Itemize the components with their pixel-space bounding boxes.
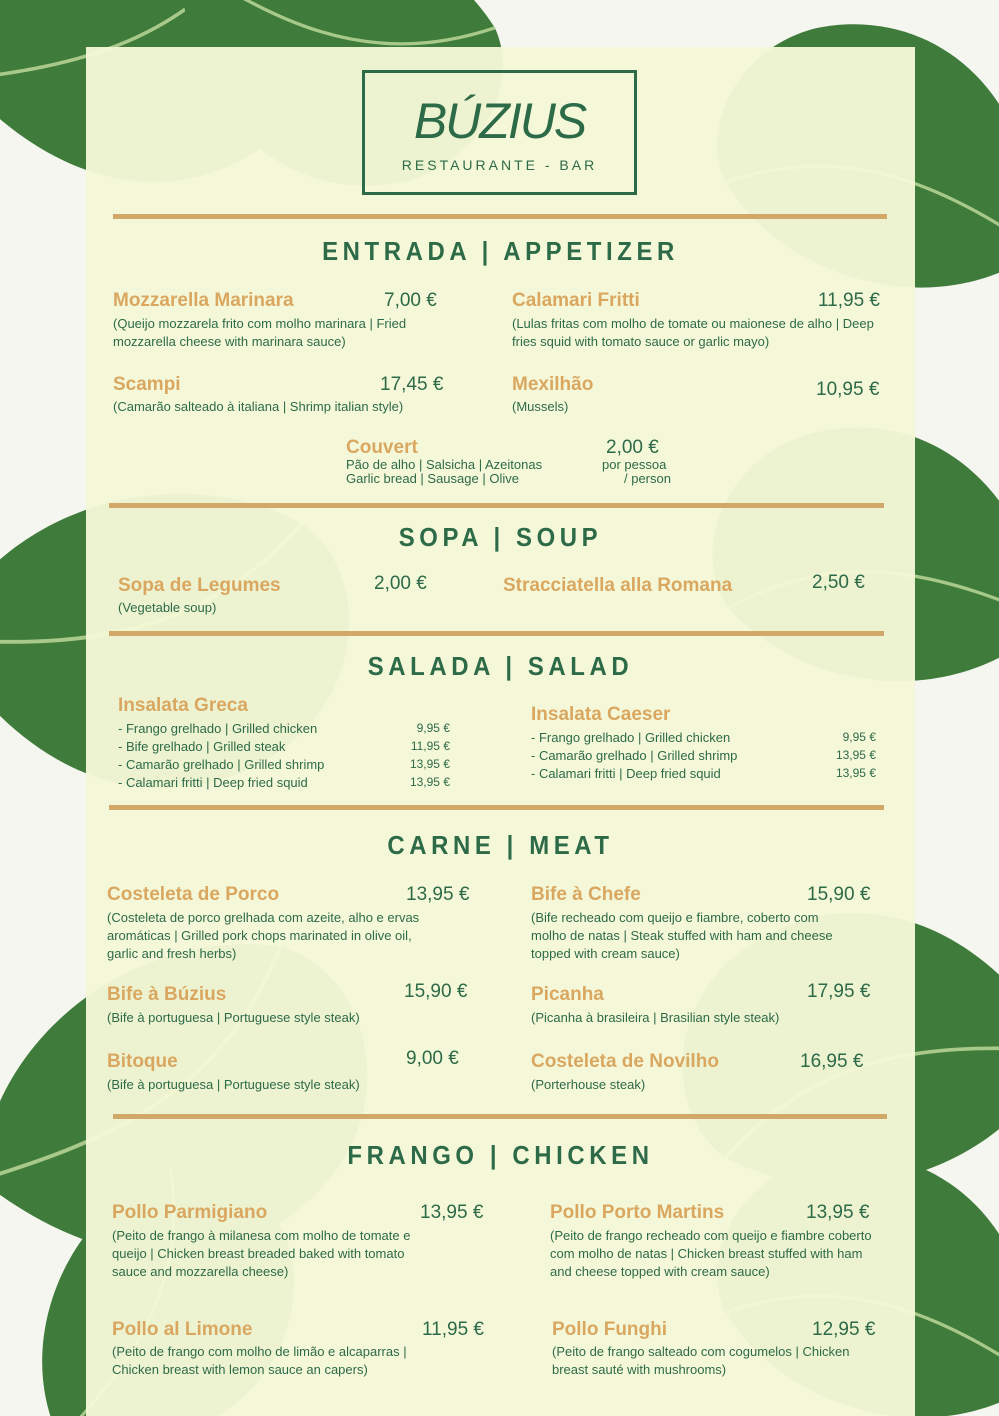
item-description: (Lulas fritas com molho de tomate ou maionese de alho | Deep fries squid with tomato sauce or garlic mayo) [512, 316, 874, 349]
item-description: (Peito de frango à milanesa com molho de tomate e queijo | Chicken breast breaded baked with tomato sauce and mozzarella cheese) [112, 1228, 411, 1279]
item-price: 17,95 € [807, 981, 871, 1002]
item-description: (Peito de frango com molho de limão e alcaparras | Chicken breast with lemon sauce an capers) [112, 1344, 407, 1377]
salad-option: - Camarão grelhado | Grilled shrimp [531, 748, 738, 763]
salad-option-price: 9,95 € [416, 721, 450, 735]
salad-option-price: 13,95 € [835, 766, 876, 780]
item-description: (Camarão salteado à italiana | Shrimp italian style) [113, 399, 404, 414]
logo [362, 70, 637, 195]
item-description: (Bife recheado com queijo e fiambre, coberto com molho de natas | Steak stuffed with ham and cheese topped with cream sauce) [531, 910, 833, 961]
item-price: 13,95 € [806, 1202, 870, 1223]
salad-option-price: 13,95 € [409, 775, 450, 789]
section-title-meat: CARNE | MEAT [387, 830, 614, 860]
item-price: 13,95 € [420, 1202, 484, 1223]
item-name: Bitoque [107, 1051, 178, 1072]
item-description: (Costeleta de porco grelhada com azeite, alho e ervas aromáticas | Grilled pork chops marinated in olive oil, garlic and fresh herbs) [107, 910, 420, 961]
item-price: 7,00 € [384, 290, 437, 311]
item-name: Pollo Porto Martins [550, 1202, 725, 1223]
section-title-appetizer: ENTRADA | APPETIZER [322, 236, 679, 266]
item-description: (Mussels) [512, 399, 569, 414]
couvert-unit: por pessoa [602, 457, 667, 472]
salad-option: - Calamari fritti | Deep fried squid [531, 766, 721, 781]
item-name: Mozzarella Marinara [113, 290, 294, 311]
item-name: Pollo Parmigiano [112, 1202, 268, 1223]
item-name: Insalata Caeser [531, 704, 671, 725]
item-description: (Peito de frango recheado com queijo e fiambre coberto com molho de natas | Chicken breast stuffed with ham and cheese topped with cream sauce) [550, 1228, 872, 1279]
item-price: 17,45 € [380, 374, 444, 395]
salad-option-price: 9,95 € [842, 730, 876, 744]
item-price: 9,00 € [406, 1048, 459, 1069]
salad-option: - Camarão grelhado | Grilled shrimp [118, 757, 325, 772]
salad-option-price: 13,95 € [409, 757, 450, 771]
item-description: (Porterhouse steak) [531, 1077, 646, 1092]
item-name: Sopa de Legumes [118, 575, 281, 596]
item-price: 2,50 € [812, 572, 865, 593]
salad-option-price: 11,95 € [410, 739, 450, 753]
item-name: Costeleta de Porco [107, 884, 280, 905]
divider [109, 503, 884, 508]
item-name: Insalata Greca [118, 695, 248, 716]
item-price: 10,95 € [816, 379, 880, 400]
item-name: Pollo Funghi [552, 1319, 668, 1340]
item-name: Pollo al Limone [112, 1319, 253, 1340]
divider [113, 1114, 887, 1119]
couvert-line: Pão de alho | Salsicha | Azeitonas [346, 457, 543, 472]
item-name: Mexilhão [512, 374, 594, 395]
divider [113, 214, 887, 219]
item-price: 11,95 € [422, 1319, 484, 1340]
salad-option: - Frango grelhado | Grilled chicken [531, 730, 731, 745]
salad-option: - Bife grelhado | Grilled steak [118, 739, 286, 754]
section-title-chicken: FRANGO | CHICKEN [347, 1140, 654, 1170]
section-title-salad: SALADA | SALAD [367, 651, 634, 681]
item-description: (Vegetable soup) [118, 600, 217, 615]
item-description: (Picanha à brasileira | Brasilian style steak) [531, 1010, 780, 1025]
divider [109, 805, 884, 810]
couvert-name: Couvert [346, 437, 418, 458]
restaurant-subtitle: RESTAURANTE - BAR [401, 157, 598, 173]
item-price: 15,90 € [807, 884, 871, 905]
item-price: 11,95 € [818, 290, 880, 311]
item-price: 16,95 € [800, 1051, 864, 1072]
couvert-line: Garlic bread | Sausage | Olive [346, 471, 519, 486]
item-description: (Peito de frango salteado com cogumelos | Chicken breast sauté with mushrooms) [552, 1344, 850, 1377]
item-price: 2,00 € [374, 573, 427, 594]
item-name: Scampi [113, 374, 181, 395]
divider [109, 631, 884, 636]
item-price: 12,95 € [812, 1319, 876, 1340]
couvert-unit: / person [624, 471, 671, 486]
salad-option-price: 13,95 € [835, 748, 876, 762]
item-description: (Bife à portuguesa | Portuguese style steak) [107, 1010, 360, 1025]
item-description: (Bife à portuguesa | Portuguese style steak) [107, 1077, 360, 1092]
item-price: 13,95 € [406, 884, 470, 905]
item-name: Calamari Fritti [512, 290, 640, 311]
restaurant-name: BÚZIUS [413, 93, 586, 149]
section-title-soup: SOPA | SOUP [398, 522, 603, 552]
item-name: Costeleta de Novilho [531, 1051, 719, 1072]
couvert-price: 2,00 € [606, 437, 659, 458]
item-name: Bife à Chefe [531, 884, 641, 905]
salad-option: - Frango grelhado | Grilled chicken [118, 721, 318, 736]
item-name: Picanha [531, 984, 604, 1005]
item-description: (Queijo mozzarela frito com molho marinara | Fried mozzarella cheese with marinara sauce) [113, 316, 407, 349]
item-name: Stracciatella alla Romana [503, 575, 733, 596]
item-price: 15,90 € [404, 981, 468, 1002]
salad-option: - Calamari fritti | Deep fried squid [118, 775, 308, 790]
item-name: Bife à Búzius [107, 984, 227, 1005]
